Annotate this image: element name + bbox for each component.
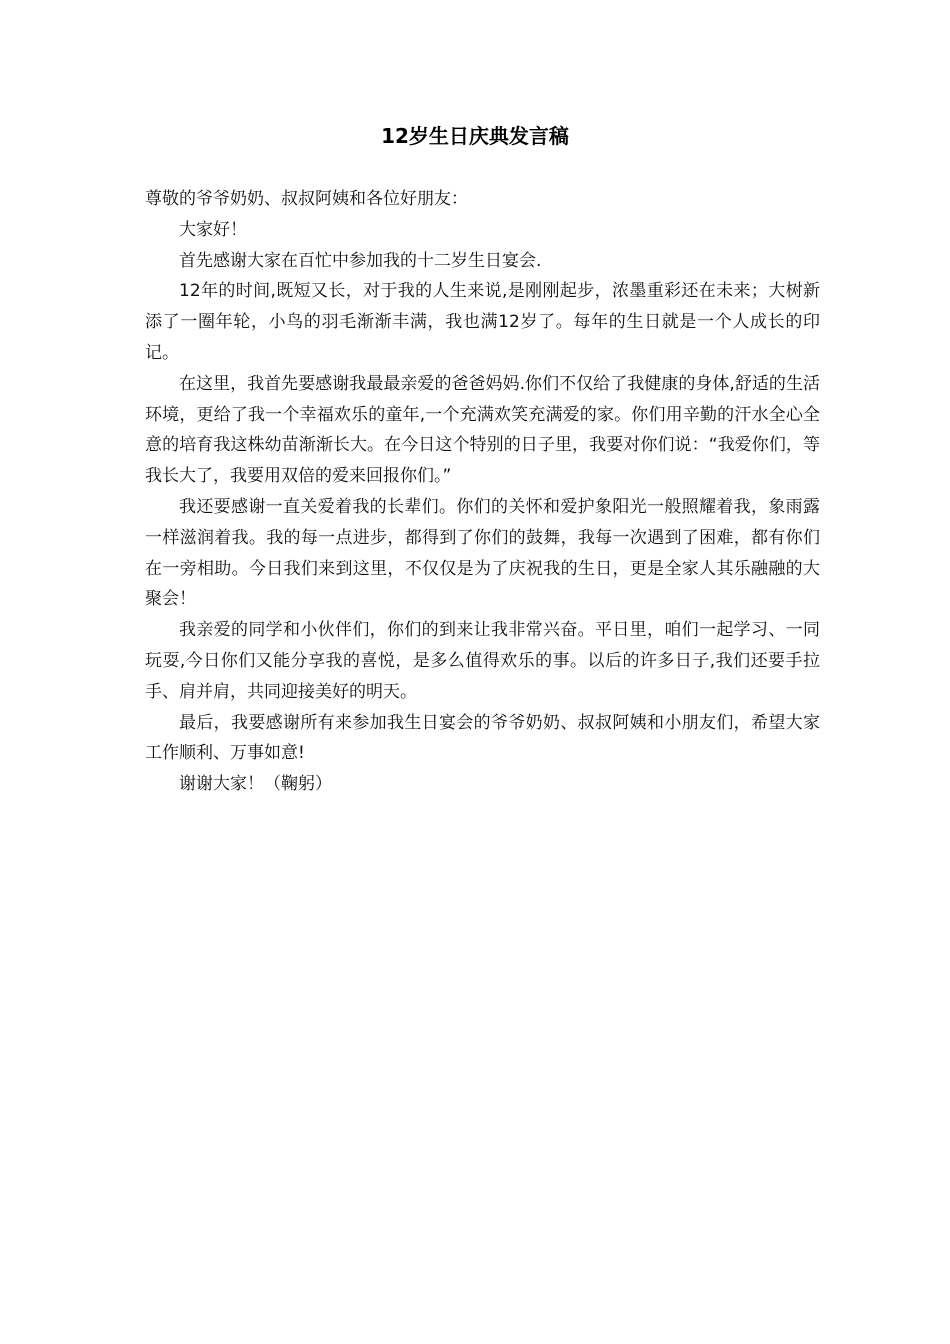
paragraph-thanks-elders: 我还要感谢一直关爱着我的长辈们。你们的关怀和爱护象阳光一般照耀着我，象雨露一样滋润着我。我的每一点进步，都得到了你们的鼓舞，我每一次遇到了困难，都有你们在一旁相助。今日我们来到这里，不仅仅是为了庆祝我的生日，更是全家人其乐融融的大聚会！ (145, 496, 820, 610)
document-title: 12岁生日庆典发言稿 (381, 124, 569, 148)
paragraph-friends: 我亲爱的同学和小伙伴们，你们的到来让我非常兴奋。平日里，咱们一起学习、一同玩耍,今日你们又能分享我的喜悦，是多么值得欢乐的事。以后的许多日子,我们还要手拉手、肩并肩，共同迎接美好的明天。 (145, 620, 820, 702)
paragraph-closing-wishes: 最后，我要感谢所有来参加我生日宴会的爷爷奶奶、叔叔阿姨和小朋友们，希望大家工作顺利、万事如意! (145, 712, 820, 764)
document-body (145, 184, 820, 800)
paragraph-twelve-years: 12年的时间,既短又长，对于我的人生来说,是刚刚起步，浓墨重彩还在未来；大树新添了一圈年轮，小鸟的羽毛渐渐丰满，我也满12岁了。每年的生日就是一个人成长的印记。 (145, 281, 820, 363)
paragraph-greeting: 大家好！ (179, 219, 247, 240)
salutation: 尊敬的爷爷奶奶、叔叔阿姨和各位好朋友： (145, 189, 468, 209)
paragraph-thanks-attendance: 首先感谢大家在百忙中参加我的十二岁生日宴会. (179, 250, 542, 271)
paragraph-thank-you: 谢谢大家！（鞠躬） (179, 774, 332, 795)
paragraph-thanks-parents: 在这里，我首先要感谢我最最亲爱的爸爸妈妈.你们不仅给了我健康的身体,舒适的生活环境，更给了我一个幸福欢乐的童年,一个充满欢笑充满爱的家。你们用辛勤的汗水全心全意的培育我这株幼苗渐渐长大。在今日这个特别的日子里，我要对你们说：“我爱你们，等我长大了，我要用双倍的爱来回报你们。” (145, 373, 820, 487)
